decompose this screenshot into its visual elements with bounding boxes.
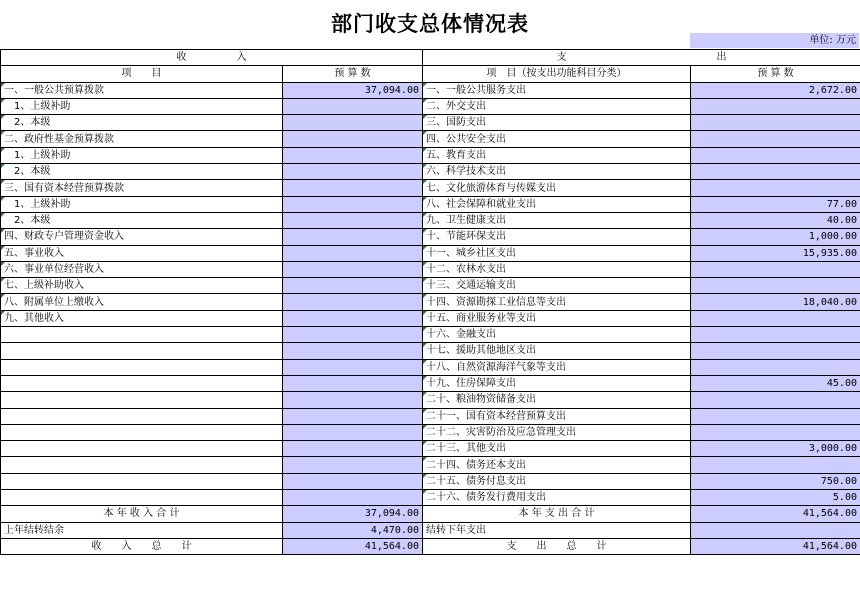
income-value-cell — [283, 245, 423, 261]
income-grand-total-value: 41,564.00 — [283, 538, 423, 554]
income-year-total-value: 37,094.00 — [283, 506, 423, 522]
income-value-cell — [283, 180, 423, 196]
income-value-cell — [283, 310, 423, 326]
expense-item-cell: 二十一、国有资本经营预算支出 — [423, 408, 691, 424]
income-value-cell — [283, 408, 423, 424]
income-value-cell — [283, 490, 423, 506]
expense-value-cell — [691, 359, 860, 375]
expense-item-cell: 六、科学技术支出 — [423, 164, 691, 180]
table-row — [1, 424, 860, 440]
unit-label: 单位: 万元 — [690, 33, 859, 48]
expense-value-cell — [691, 98, 860, 114]
income-item-cell — [1, 424, 283, 440]
section-header-row — [1, 50, 860, 66]
income-item-cell: 九、其他收入 — [1, 310, 283, 326]
income-value-cell — [283, 327, 423, 343]
expense-item-cell: 八、社会保障和就业支出 — [423, 196, 691, 212]
expense-value-cell: 2,672.00 — [691, 82, 860, 98]
table-row — [1, 375, 860, 391]
expense-item-cell: 十九、住房保障支出 — [423, 375, 691, 391]
table-row — [1, 392, 860, 408]
income-value-cell — [283, 457, 423, 473]
expense-item-cell: 十一、城乡社区支出 — [423, 245, 691, 261]
table-row — [1, 115, 860, 131]
expense-item-cell: 十三、交通运输支出 — [423, 278, 691, 294]
expense-value-cell: 750.00 — [691, 473, 860, 489]
expense-value-cell: 40.00 — [691, 212, 860, 228]
income-item-cell: 一、一般公共预算拨款 — [1, 82, 283, 98]
table-row — [1, 261, 860, 277]
income-item-column-header: 项 目 — [1, 66, 283, 82]
page-title: 部门收支总体情况表 — [331, 11, 529, 36]
expense-item-cell: 一、一般公共服务支出 — [423, 82, 691, 98]
budget-table — [0, 49, 860, 555]
expense-value-cell: 45.00 — [691, 375, 860, 391]
expense-item-cell: 十六、金融支出 — [423, 327, 691, 343]
income-item-cell: 三、国有资本经营预算拨款 — [1, 180, 283, 196]
table-row — [1, 212, 860, 228]
expense-value-cell — [691, 343, 860, 359]
income-item-cell: 七、上级补助收入 — [1, 278, 283, 294]
income-value-cell — [283, 98, 423, 114]
income-item-cell: 六、事业单位经营收入 — [1, 261, 283, 277]
income-value-cell — [283, 278, 423, 294]
table-row — [1, 343, 860, 359]
expense-item-cell: 十五、商业服务业等支出 — [423, 310, 691, 326]
income-value-cell — [283, 212, 423, 228]
income-item-cell: 五、事业收入 — [1, 245, 283, 261]
income-value-cell — [283, 392, 423, 408]
income-value-cell — [283, 359, 423, 375]
table-row — [1, 294, 860, 310]
income-value-cell — [283, 375, 423, 391]
income-value-cell — [283, 441, 423, 457]
income-value-cell — [283, 229, 423, 245]
budget-rows — [1, 82, 860, 506]
expense-value-cell — [691, 278, 860, 294]
expense-value-cell — [691, 408, 860, 424]
table-row — [1, 473, 860, 489]
expense-value-cell — [691, 115, 860, 131]
table-row — [1, 441, 860, 457]
income-item-cell — [1, 375, 283, 391]
income-value-cell — [283, 196, 423, 212]
table-row — [1, 408, 860, 424]
expense-budget-column-header: 预 算 数 — [691, 66, 860, 82]
income-value-cell — [283, 147, 423, 163]
expense-item-cell: 二十五、债务付息支出 — [423, 473, 691, 489]
expense-item-cell: 二十、粮油物资储备支出 — [423, 392, 691, 408]
income-item-cell: 二、政府性基金预算拨款 — [1, 131, 283, 147]
expense-item-cell: 二十六、债务发行费用支出 — [423, 490, 691, 506]
income-item-cell — [1, 490, 283, 506]
expense-item-cell: 十、节能环保支出 — [423, 229, 691, 245]
income-value-cell — [283, 424, 423, 440]
income-value-cell — [283, 115, 423, 131]
income-item-cell — [1, 457, 283, 473]
expense-value-cell — [691, 164, 860, 180]
table-row — [1, 359, 860, 375]
table-row — [1, 82, 860, 98]
expense-item-column-header: 项 目（按支出功能科目分类） — [423, 66, 691, 82]
expense-value-cell — [691, 180, 860, 196]
table-row — [1, 327, 860, 343]
expense-value-cell — [691, 392, 860, 408]
table-row — [1, 164, 860, 180]
year-total-row — [1, 506, 860, 522]
expense-carryover-value — [691, 522, 860, 538]
expense-value-cell — [691, 131, 860, 147]
expense-value-cell: 3,000.00 — [691, 441, 860, 457]
income-item-cell: 四、财政专户管理资金收入 — [1, 229, 283, 245]
income-item-cell: 1、上级补助 — [1, 147, 283, 163]
income-budget-column-header: 预 算 数 — [283, 66, 423, 82]
expense-item-cell: 五、教育支出 — [423, 147, 691, 163]
expense-item-cell: 十七、援助其他地区支出 — [423, 343, 691, 359]
grand-total-row — [1, 538, 860, 554]
income-carryover-label: 上年结转结余 — [1, 522, 283, 538]
table-row — [1, 310, 860, 326]
expense-value-cell: 15,935.00 — [691, 245, 860, 261]
expense-value-cell — [691, 424, 860, 440]
income-value-cell — [283, 473, 423, 489]
expense-value-cell: 1,000.00 — [691, 229, 860, 245]
expense-item-cell: 二十二、灾害防治及应急管理支出 — [423, 424, 691, 440]
income-item-cell — [1, 359, 283, 375]
income-item-cell — [1, 343, 283, 359]
expense-value-cell: 5.00 — [691, 490, 860, 506]
income-value-cell — [283, 261, 423, 277]
income-item-cell: 2、本级 — [1, 164, 283, 180]
income-section-header: 收 入 — [1, 50, 423, 66]
table-row — [1, 180, 860, 196]
income-value-cell — [283, 131, 423, 147]
income-item-cell: 八、附属单位上缴收入 — [1, 294, 283, 310]
income-item-cell — [1, 392, 283, 408]
income-value-cell — [283, 164, 423, 180]
income-item-cell — [1, 327, 283, 343]
expense-value-cell — [691, 457, 860, 473]
expense-section-header: 支 出 — [423, 50, 860, 66]
income-value-cell: 37,094.00 — [283, 82, 423, 98]
table-row — [1, 98, 860, 114]
income-item-cell — [1, 473, 283, 489]
table-row — [1, 245, 860, 261]
expense-item-cell: 十二、农林水支出 — [423, 261, 691, 277]
expense-item-cell: 十八、自然资源海洋气象等支出 — [423, 359, 691, 375]
expense-item-cell: 九、卫生健康支出 — [423, 212, 691, 228]
expense-item-cell: 二十四、债务还本支出 — [423, 457, 691, 473]
expense-value-cell: 77.00 — [691, 196, 860, 212]
expense-value-cell: 18,040.00 — [691, 294, 860, 310]
income-value-cell — [283, 343, 423, 359]
expense-item-cell: 二十三、其他支出 — [423, 441, 691, 457]
table-row — [1, 457, 860, 473]
expense-value-cell — [691, 327, 860, 343]
expense-carryover-label: 结转下年支出 — [423, 522, 691, 538]
income-year-total-label: 本 年 收 入 合 计 — [1, 506, 283, 522]
expense-item-cell: 二、外交支出 — [423, 98, 691, 114]
income-item-cell: 2、本级 — [1, 212, 283, 228]
table-row — [1, 278, 860, 294]
expense-item-cell: 七、文化旅游体育与传媒支出 — [423, 180, 691, 196]
expense-value-cell — [691, 261, 860, 277]
income-carryover-value: 4,470.00 — [283, 522, 423, 538]
expense-item-cell: 三、国防支出 — [423, 115, 691, 131]
table-row — [1, 229, 860, 245]
carryover-row — [1, 522, 860, 538]
income-grand-total-label: 收 入 总 计 — [1, 538, 283, 554]
expense-value-cell — [691, 310, 860, 326]
expense-grand-total-label: 支 出 总 计 — [423, 538, 691, 554]
income-value-cell — [283, 294, 423, 310]
column-header-row — [1, 66, 860, 82]
income-item-cell: 1、上级补助 — [1, 196, 283, 212]
table-row — [1, 147, 860, 163]
expense-grand-total-value: 41,564.00 — [691, 538, 860, 554]
income-item-cell: 1、上级补助 — [1, 98, 283, 114]
income-item-cell — [1, 441, 283, 457]
income-item-cell: 2、本级 — [1, 115, 283, 131]
table-row — [1, 131, 860, 147]
expense-year-total-value: 41,564.00 — [691, 506, 860, 522]
expense-item-cell: 四、公共安全支出 — [423, 131, 691, 147]
table-row — [1, 196, 860, 212]
expense-item-cell: 十四、资源勘探工业信息等支出 — [423, 294, 691, 310]
table-row — [1, 490, 860, 506]
expense-value-cell — [691, 147, 860, 163]
expense-year-total-label: 本 年 支 出 合 计 — [423, 506, 691, 522]
income-item-cell — [1, 408, 283, 424]
